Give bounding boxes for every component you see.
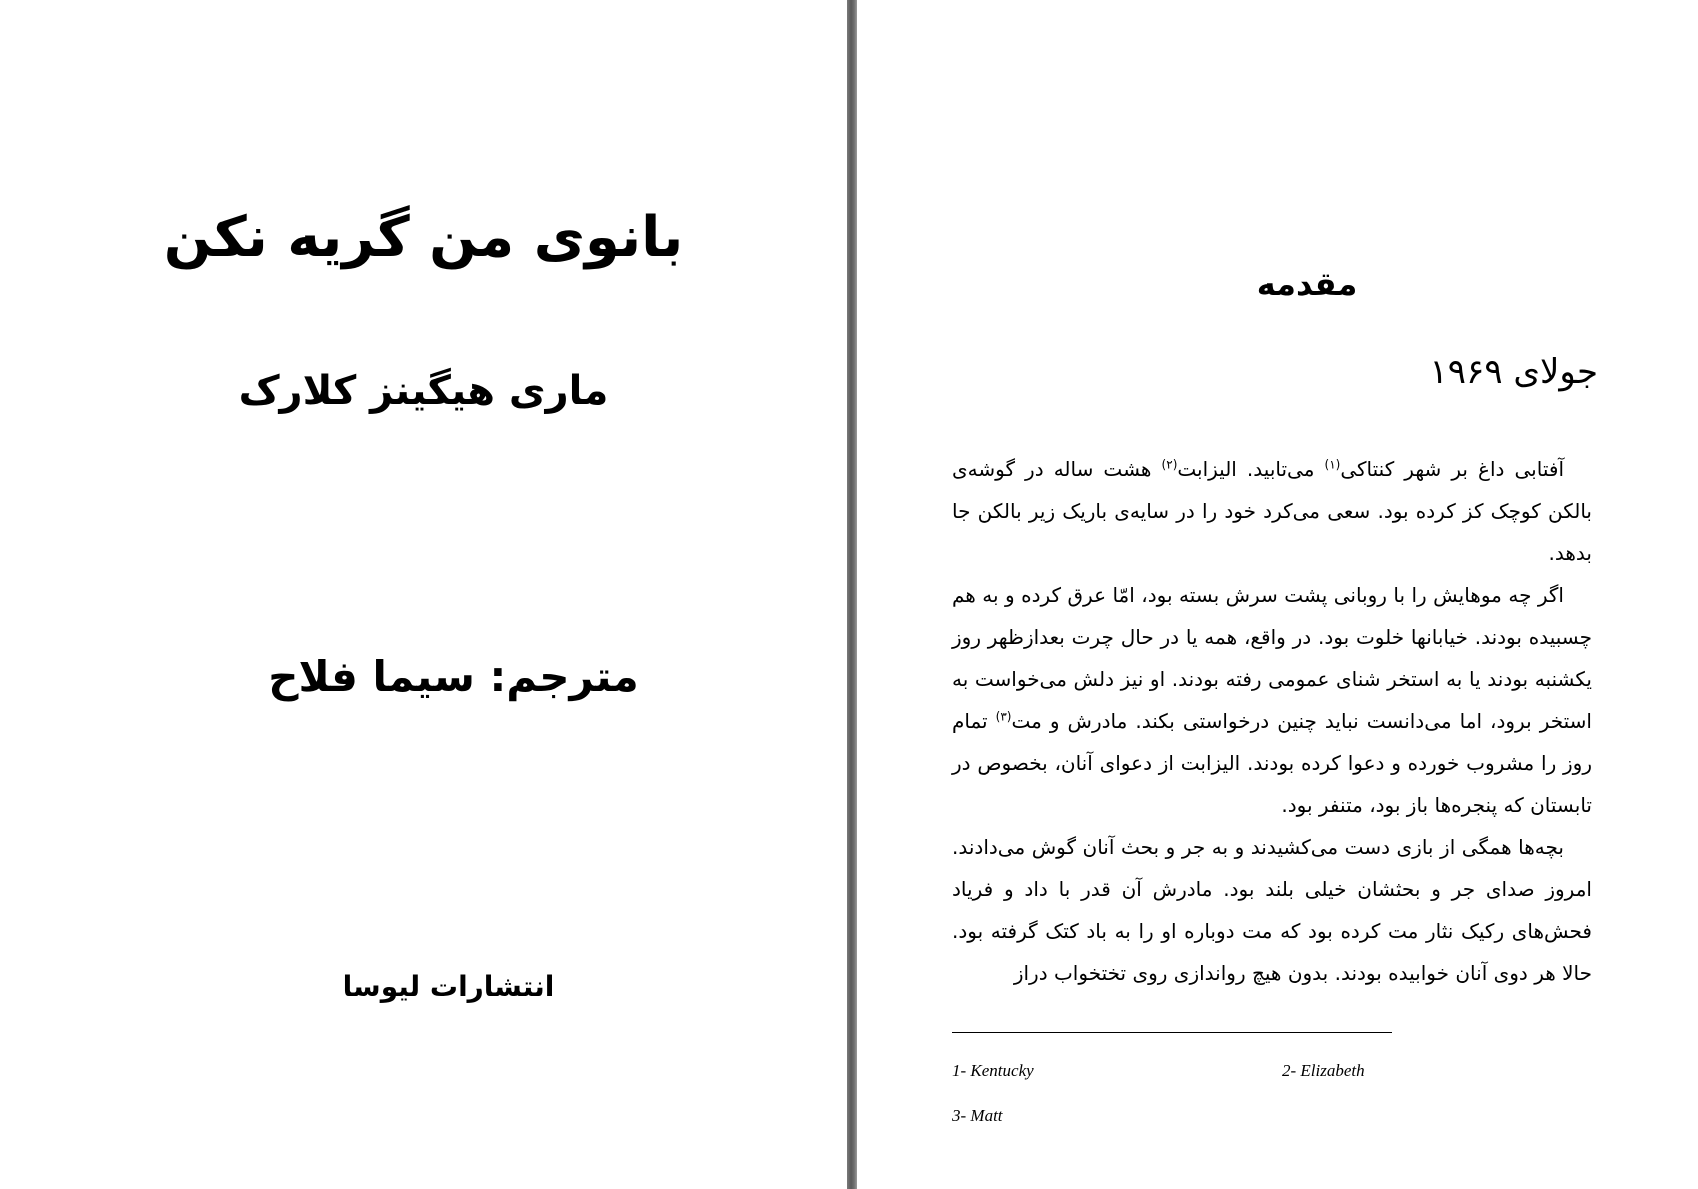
book-title: بانوی من گریه نکن bbox=[163, 205, 684, 270]
footnote-marker: (۳) bbox=[995, 709, 1012, 724]
paragraph bbox=[952, 826, 1592, 994]
paragraph bbox=[952, 574, 1592, 826]
text-segment: هشت ساله در گوشه‌ی بالکن کوچک کز کرده بود. سعی می‌کرد خود را در سایه‌ی باریک زیر بالکن جا بدهد. bbox=[952, 457, 1592, 565]
book-publisher: انتشارات لیوسا bbox=[342, 970, 555, 1003]
footnote-marker: (۲) bbox=[1161, 457, 1178, 472]
book-author: ماری هیگینز کلارک bbox=[238, 368, 609, 414]
footnote: 3- Matt bbox=[952, 1106, 1003, 1125]
text-segment: می‌تابید. الیزابت bbox=[1177, 457, 1325, 481]
text-segment: آفتابی داغ بر شهر کنتاکی bbox=[1340, 457, 1564, 481]
text-page bbox=[857, 0, 1698, 1189]
text-segment: بچه‌ها همگی از بازی دست می‌کشیدند و به جر و بحث آنان گوش می‌دادند. امروز صدای جر و بحثشان خیلی بلند بود. مادرش آن قدر با داد و فریاد فحش‌های رکیک نثار مت کرده بود که مت دوباره او را به باد کتک گرفته بود. حالا هر دوی آنان خوابیده بودند. بدون هیچ رواندازی روی تختخواب دراز bbox=[952, 835, 1592, 985]
cover-page bbox=[0, 0, 847, 1189]
chapter-heading: مقدمه bbox=[1256, 265, 1358, 303]
body-text bbox=[952, 448, 1592, 994]
footnote: 2- Elizabeth bbox=[1282, 1061, 1365, 1080]
chapter-date: جولای ۱۹۶۹ bbox=[1429, 352, 1598, 392]
text-segment: اگر چه موهایش را با روبانی پشت سرش بسته بود، امّا عرق کرده و به هم چسبیده بودند. خیابانها خلوت بود. در واقع، همه یا در حال چرت بعدازظهر روز یکشنبه بودند یا به استخر شنای عمومی رفته بودند. او نیز دلش می‌خواست به استخر برود، اما می‌دانست نباید چنین درخواستی بکند. مادرش و مت bbox=[952, 583, 1592, 733]
paragraph bbox=[952, 448, 1592, 574]
footnote-marker: (۱) bbox=[1324, 457, 1341, 472]
footnote-divider bbox=[952, 1032, 1392, 1033]
text-segment: تمام روز را مشروب خورده و دعوا کرده بودند. الیزابت از دعوای آنان، بخصوص در تابستان که پنجره‌ها باز بود، متنفر بود. bbox=[952, 709, 1592, 817]
footnote: 1- Kentucky bbox=[952, 1061, 1034, 1080]
page-divider bbox=[847, 0, 857, 1189]
book-translator: مترجم: سیما فلاح bbox=[268, 652, 639, 701]
